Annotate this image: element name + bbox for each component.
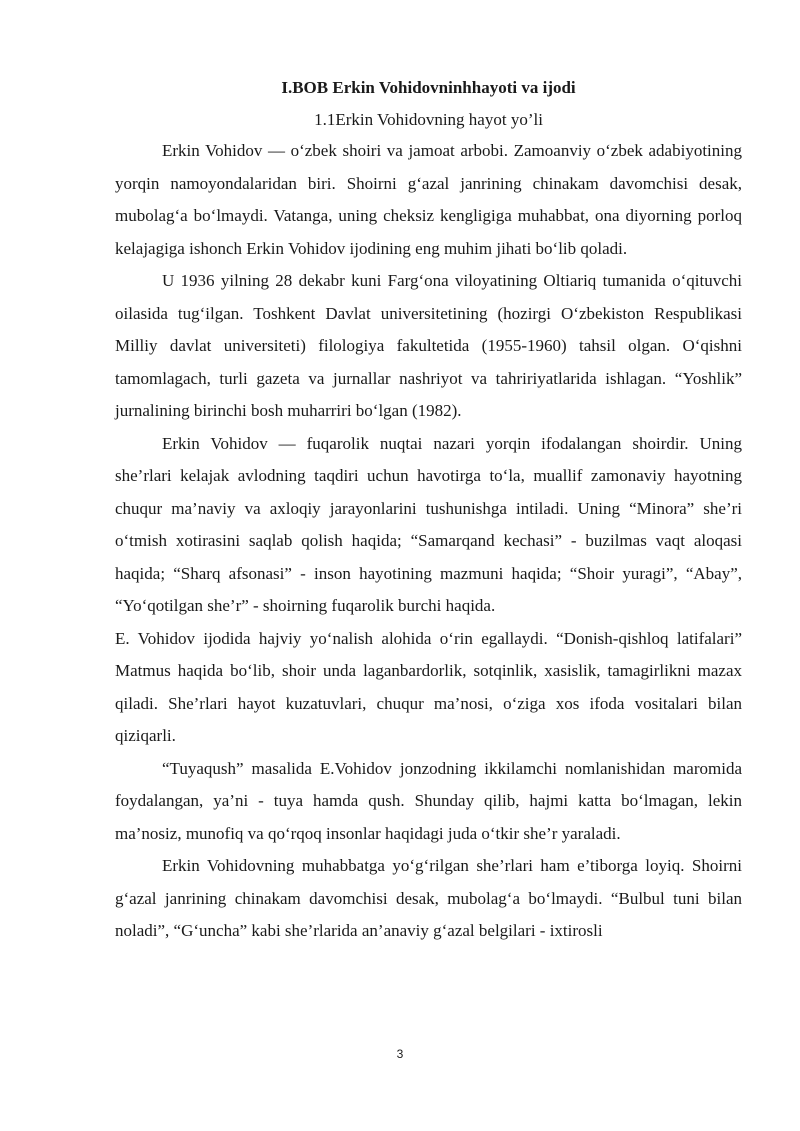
- paragraph-satire: E. Vohidov ijodida hajviy yo‘nalish alohida o‘rin egallaydi. “Donish-qishloq latifalari” Matmus haqida bo‘lib, shoir unda laganbardorlik, sotqinlik, xasislik, tamagirlikni mazax qiladi. She’rlari hayot kuzatuvlari, chuqur ma’nosi, o‘ziga xos ifoda vositalari bilan qiziqarli.: [115, 628, 742, 745]
- page-number: 3: [396, 1047, 404, 1061]
- section-title: 1.1Erkin Vohidovning hayot yo’li: [314, 110, 543, 129]
- paragraph-love-poetry: Erkin Vohidovning muhabbatga yo‘g‘rilgan she’rlari ham e’tiborga loyiq. Shoirni g‘azal janrining chinakam davomchisi desak, mubolag‘a bo‘lmaydi. “Bulbul tuni bilan noladi”, “G‘uncha” kabi she’rlarida an’anaviy g‘azal belgilari - ixtirosli: [115, 856, 742, 940]
- paragraph-biography: U 1936 yilning 28 dekabr kuni Farg‘ona viloyatining Oltiariq tumanida o‘qituvchi oilasida tug‘ilgan. Toshkent Davlat universitetining (hozirgi O‘zbekiston Respublikasi Milliy davlat universiteti) filologiya fakultetida (1955-1960) tahsil olgan. O‘qishni tamomlagach, turli gazeta va jurnallar nashriyot va tahririyatlarida ishlagan. “Yoshlik” jurnalining birinchi bosh muharriri bo‘lgan (1982).: [115, 271, 742, 420]
- chapter-title: I.BOB Erkin Vohidovninhhayoti va ijodi: [281, 78, 576, 97]
- paragraph-tuyaqush: “Tuyaqush” masalida E.Vohidov jonzodning ikkilamchi nomlanishidan maromida foydalangan, ya’ni - tuya hamda qush. Shunday qilib, hajmi katta bo‘lmagan, lekin ma’nosiz, munofiq va qo‘rqoq insonlar haqidagi juda o‘tkir she’r yaraladi.: [115, 758, 742, 843]
- document-page: [115, 72, 742, 948]
- paragraph-civic-poetry: Erkin Vohidov — fuqarolik nuqtai nazari yorqin ifodalangan shoirdir. Uning she’rlari kelajak avlodning taqdiri uchun havotirga to‘la, muallif zamonaviy hayotning chuqur ma’naviy va axloqiy jarayonlarini tushunishga intiladi. Uning “Minora” she’ri o‘tmish xotirasini saqlab qolish haqida; “Samarqand kechasi” - buzilmas vaqt aloqasi haqida; “Sharq afsonasi” - inson hayotining mazmuni haqida; “Shoir yuragi”, “Abay”, “Yo‘qotilgan she’r” - shoirning fuqarolik burchi haqida.: [115, 433, 742, 615]
- paragraph-intro: Erkin Vohidov — o‘zbek shoiri va jamoat arbobi. Zamoanviy o‘zbek adabiyotining yorqin namoyondalaridan biri. Shoirni g‘azal janrining chinakam davomchisi desak, mubolag‘a bo‘lmaydi. Vatanga, uning cheksiz kengligiga muhabbat, ona diyorning porloq kelajagiga ishonch Erkin Vohidov ijodining eng muhim jihati bo‘lib qoladi.: [115, 141, 742, 258]
